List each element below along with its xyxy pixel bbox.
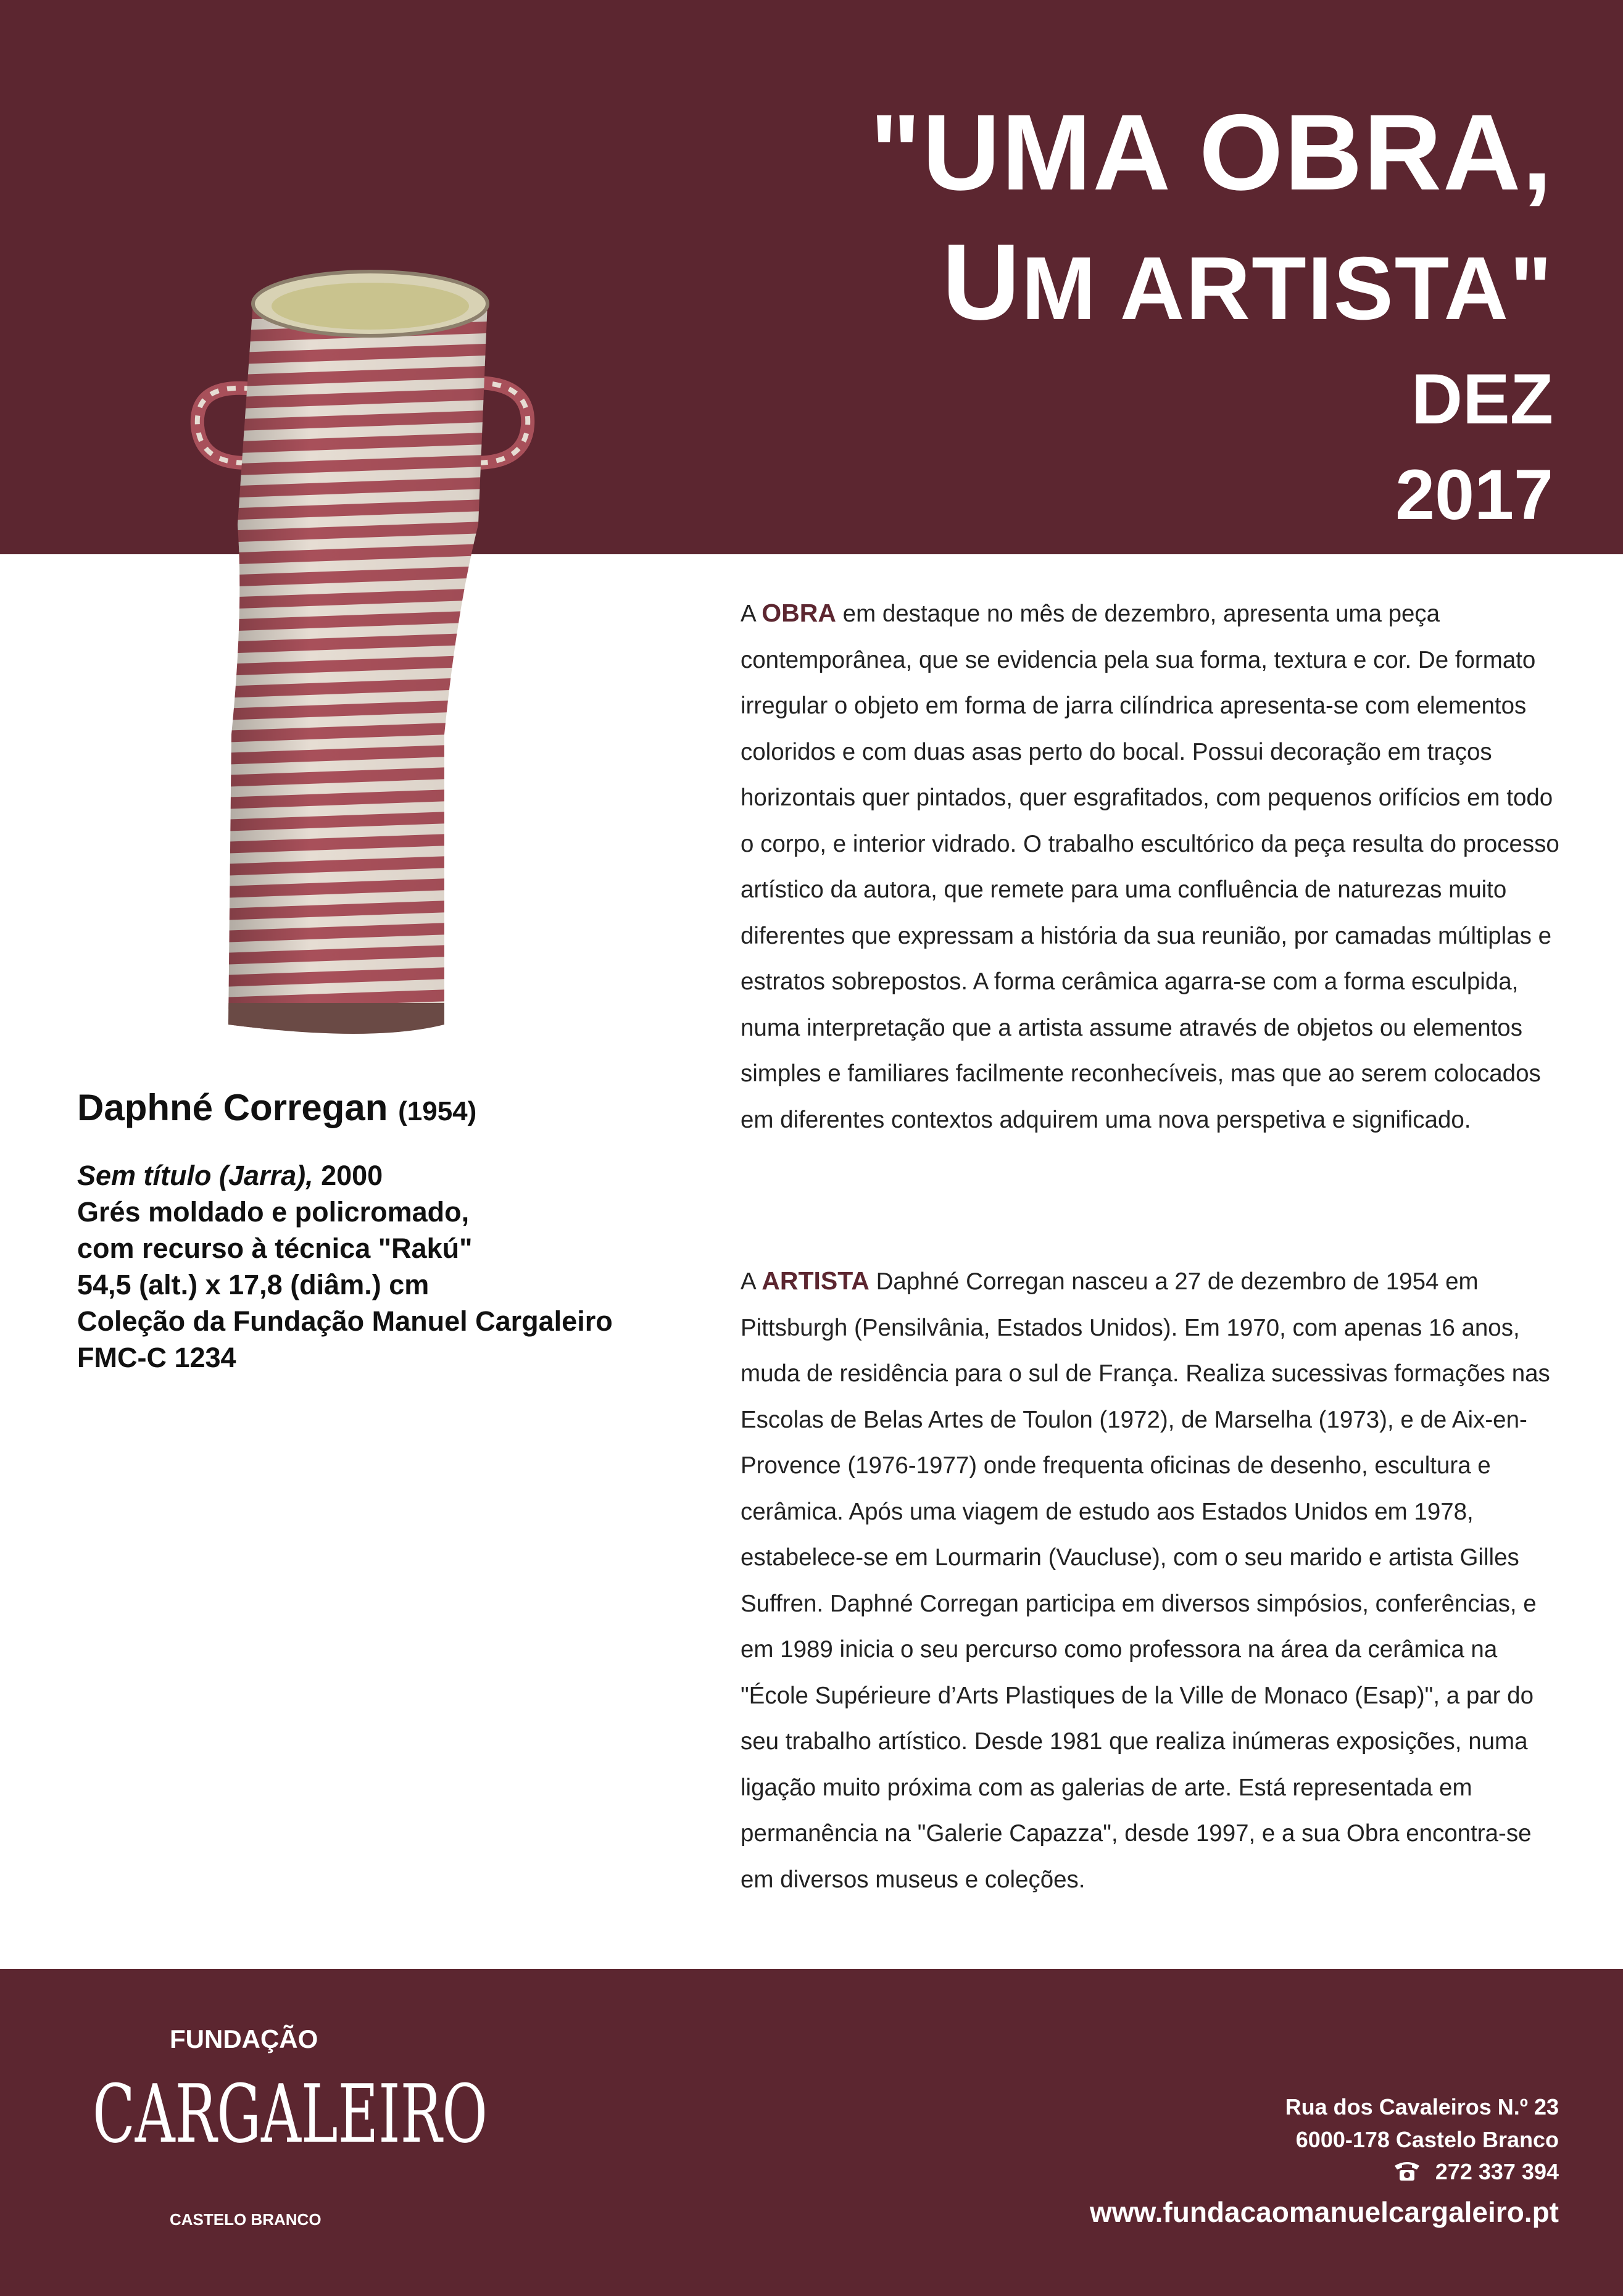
artwork-title: Sem título (Jarra), <box>77 1160 313 1191</box>
logo-bottom-text: CASTELO BRANCO <box>170 2210 322 2229</box>
artista-lead: A <box>741 1268 762 1295</box>
artist-name-text: Daphné Corregan <box>77 1087 388 1128</box>
artwork-inventory: FMC-C 1234 <box>77 1342 236 1373</box>
phone-number: 272 337 394 <box>1435 2159 1559 2184</box>
website-link[interactable]: www.fundacaomanuelcargaleiro.pt <box>1089 2196 1559 2228</box>
fundacao-cargaleiro-logo <box>93 2012 500 2234</box>
artista-paragraph <box>741 1258 1567 1903</box>
address-street: Rua dos Cavaleiros N.º 23 <box>1285 2094 1559 2119</box>
address-city: 6000-178 Castelo Branco <box>1295 2127 1559 2152</box>
artwork-title-line <box>77 1157 613 1194</box>
artist-birth-year: (1954) <box>398 1096 477 1126</box>
title-year: 2017 <box>1395 455 1553 534</box>
artwork-technique-2: com recurso à técnica "Rakú" <box>77 1233 473 1264</box>
title-line-2-rest: M ARTISTA" <box>1021 238 1553 338</box>
obra-text: em destaque no mês de dezembro, apresenta uma peça contemporânea, que se evidencia pela sua forma, textura e cor. De formato irregular o objeto em forma de jarra cilíndrica apresenta-se com elementos coloridos e com duas asas perto do bocal. Possui decoração em traços horizontais quer pintados, quer esgrafitados, com pequenos orifícios em todo o corpo, e interior vidrado. O trabalho escultórico da peça resulta do processo artístico da autora, que remete para uma confluência de naturezas muito diferentes que expressam a história da sua reunião, por camadas múltiplas e estratos sobrepostos. A forma cerâmica agarra-se com a forma esculpida, numa interpretação que a artista assume através de objetos ou elementos simples e familiares facilmente reconhecíveis, mas que ao serem colocados em diferentes contextos adquirem uma nova perspetiva e significado. <box>741 601 1559 1133</box>
title-month: DEZ <box>1411 360 1553 439</box>
artwork-technique-1: Grés moldado e policromado, <box>77 1196 470 1228</box>
obra-lead: A <box>741 601 762 627</box>
artwork-collection: Coleção da Fundação Manuel Cargaleiro <box>77 1305 613 1337</box>
artwork-dimensions: 54,5 (alt.) x 17,8 (diâm.) cm <box>77 1269 430 1300</box>
telephone-icon <box>1392 2160 1422 2182</box>
obra-keyword: OBRA <box>762 599 836 627</box>
artista-keyword: ARTISTA <box>762 1267 870 1295</box>
title-line-1: "UMA OBRA, <box>870 93 1553 213</box>
artist-name <box>77 1086 476 1129</box>
title-line-2-initial: U <box>942 222 1022 343</box>
artwork-image <box>185 265 543 1055</box>
artista-text: Daphné Corregan nasceu a 27 de dezembro de 1954 em Pittsburgh (Pensilvânia, Estados Unidos). Em 1970, com apenas 16 anos, muda de residência para o sul de França. Realiza sucessivas formações nas Escolas de Belas Artes de Toulon (1972), de Marselha (1973), e de Aix-en-Provence (1976-1977) onde frequenta oficinas de desenho, escultura e cerâmica. Após uma viagem de estudo aos Estados Unidos em 1978, estabelece-se em Lourmarin (Vaucluse), com o seu marido e artista Gilles Suffren. Daphné Corregan participa em diversos simpósios, conferências, e em 1989 inicia o seu percurso como professora na área da cerâmica na "École Supérieure d’Arts Plastiques de la Ville de Monaco (Esap)", a par do seu trabalho artístico. Desde 1981 que realiza inúmeras exposições, numa ligação muito próxima com as galerias de arte. Está representada em permanência na "Galerie Capazza", desde 1997, e a sua Obra encontra-se em diversos museus e coleções. <box>741 1268 1550 1893</box>
artwork-caption <box>77 1157 613 1376</box>
title-line-2 <box>942 222 1553 343</box>
logo-main-text: CARGALEIRO <box>93 2067 488 2161</box>
obra-paragraph <box>741 590 1567 1143</box>
phone-line <box>1392 2159 1559 2185</box>
artwork-date: 2000 <box>313 1160 383 1191</box>
logo-top-text: FUNDAÇÃO <box>170 2024 318 2053</box>
